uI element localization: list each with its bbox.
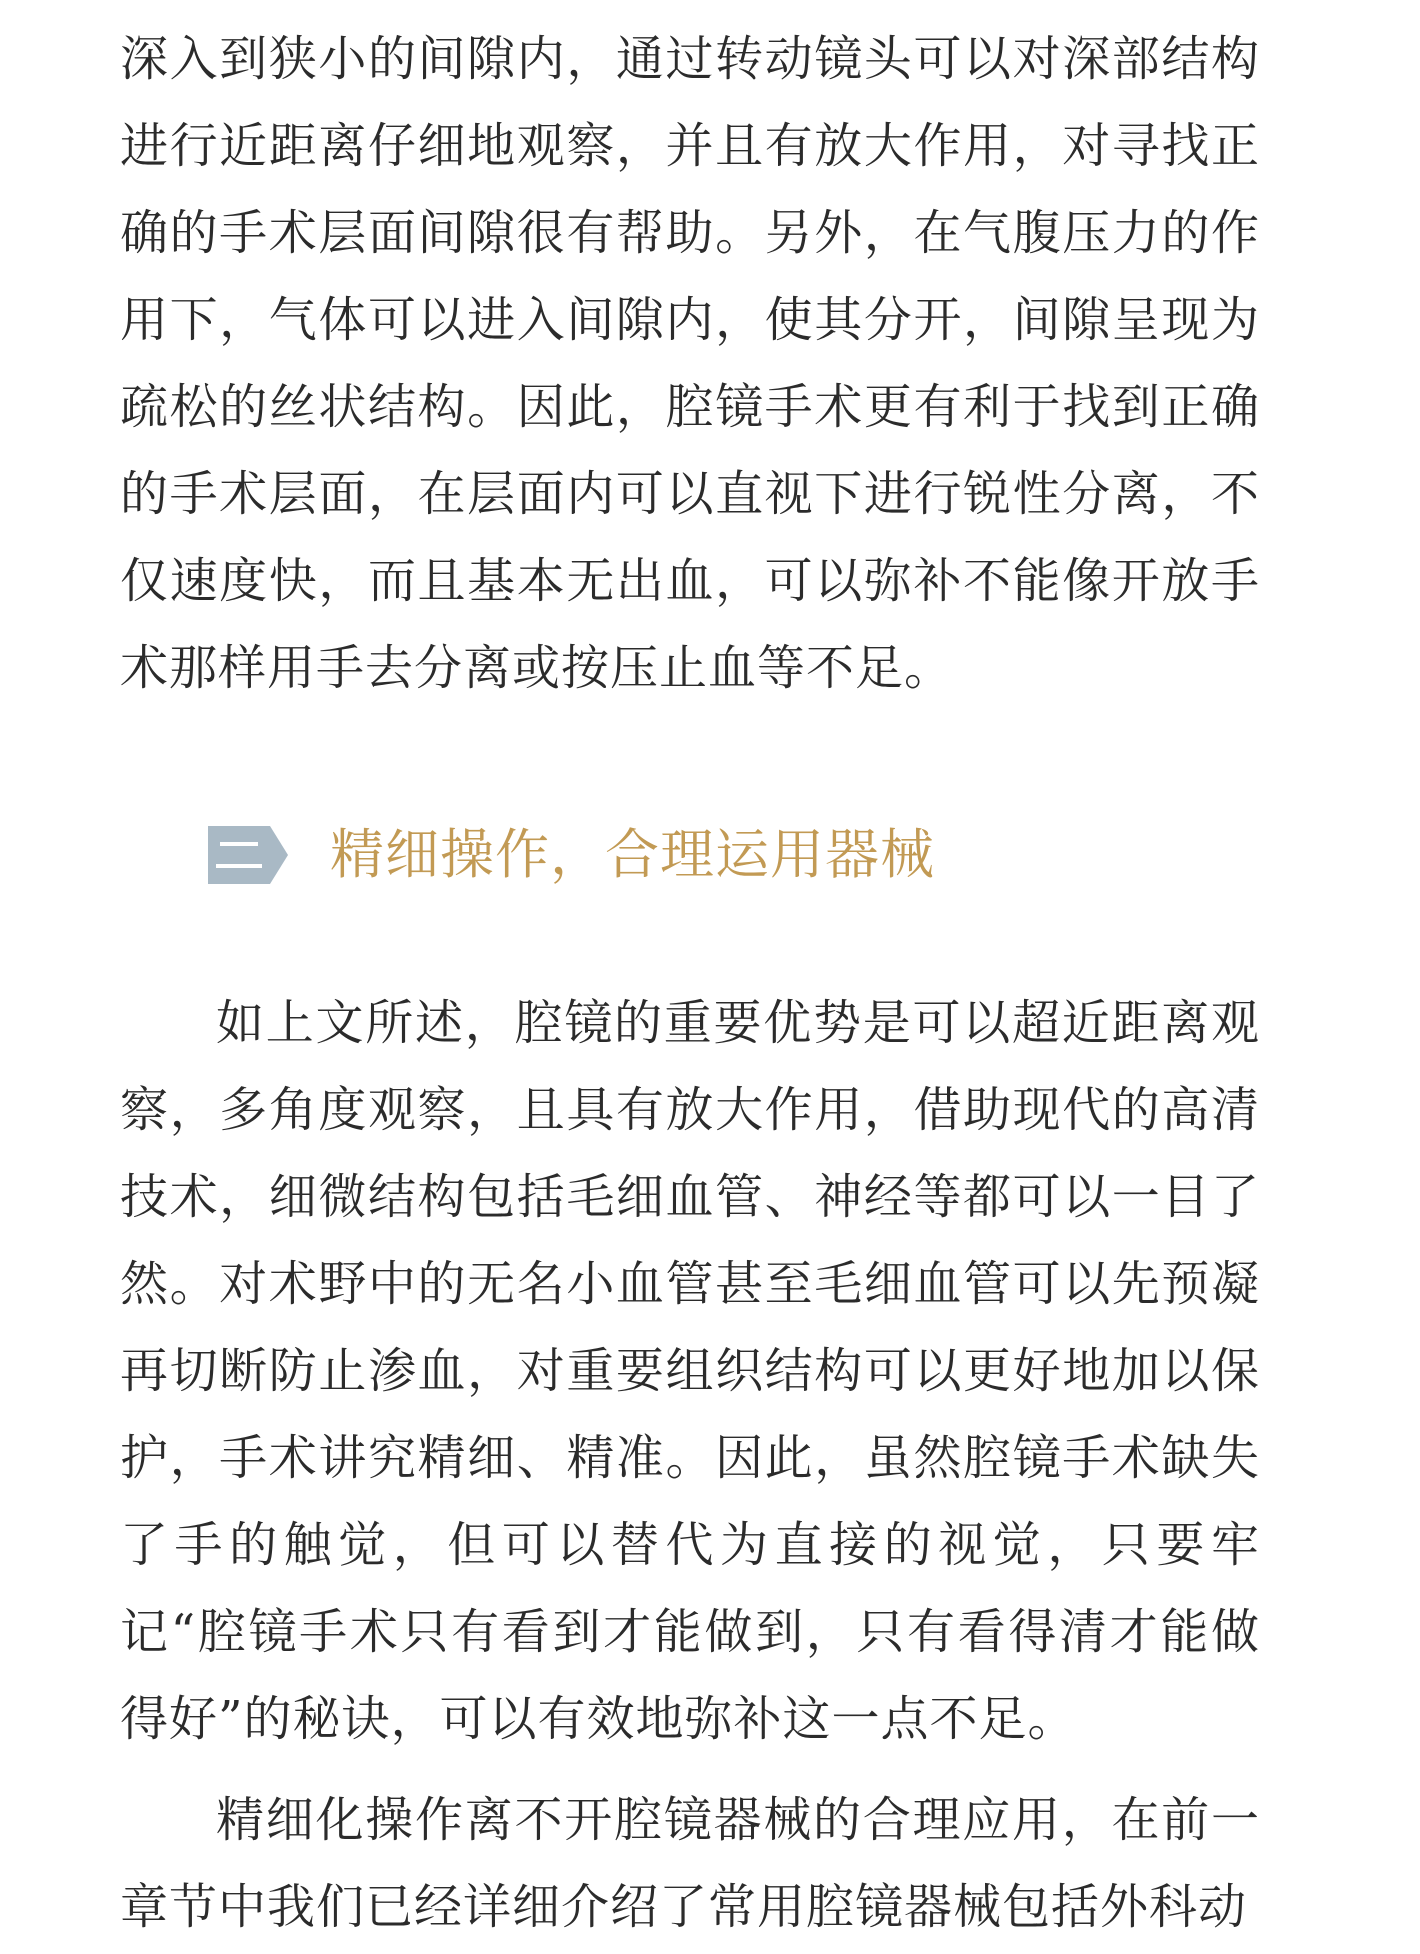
section-title: 精细操作，合理运用器械 (330, 823, 935, 886)
body-paragraph-3: 精细化操作离不开腔镜器械的合理应用，在前一章节中我们已经详细介绍了常用腔镜器械包括外科动 (120, 1792, 1260, 1935)
section-badge (208, 826, 288, 884)
section-heading (208, 820, 935, 890)
body-paragraph-1: 深入到狭小的间隙内，通过转动镜头可以对深部结构进行近距离仔细地观察，并且有放大作用，对寻找正确的手术层面间隙很有帮助。另外，在气腹压力的作用下，气体可以进入间隙内，使其分开，间隙呈现为疏松的丝状结构。因此，腔镜手术更有利于找到正确的手术层面，在层面内可以直视下进行锐性分离，不仅速度快，而且基本无出血，可以弥补不能像开放手术那样用手去分离或按压止血等不足。 (120, 31, 1260, 696)
body-paragraph-2: 如上文所述，腔镜的重要优势是可以超近距离观察，多角度观察，且具有放大作用，借助现代的高清技术，细微结构包括毛细血管、神经等都可以一目了然。对术野中的无名小血管甚至毛细血管可以先预凝再切断防止渗血，对重要组织结构可以更好地加以保护，手术讲究精细、精准。因此，虽然腔镜手术缺失了手的触觉，但可以替代为直接的视觉，只要牢记“腔镜手术只有看到才能做到，只有看得清才能做得好”的秘诀，可以有效地弥补这一点不足。 (120, 995, 1260, 1747)
pentagon-arrow-badge-icon (208, 826, 288, 884)
